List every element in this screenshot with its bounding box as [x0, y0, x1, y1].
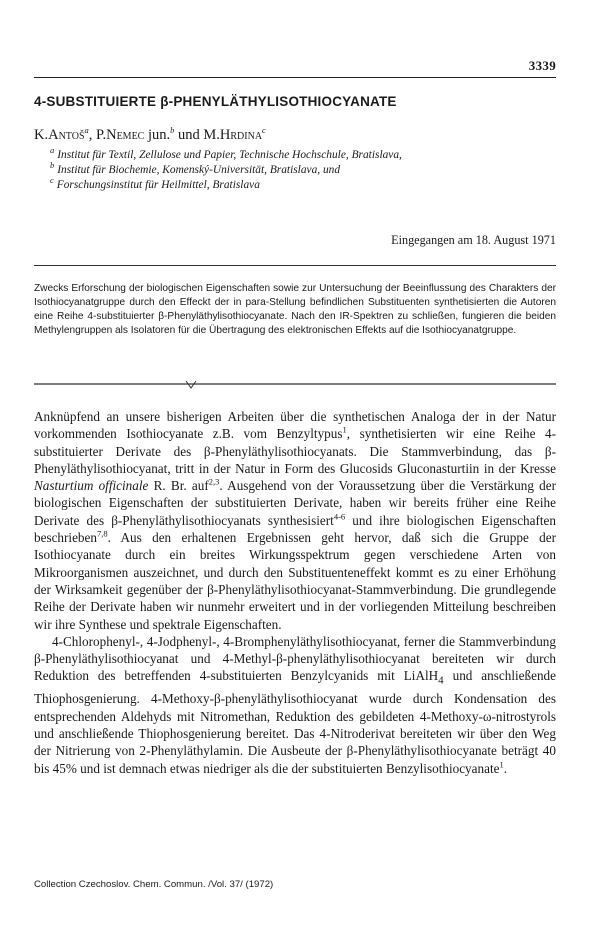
- affiliation-marker: c: [262, 125, 266, 136]
- affiliation-list: [50, 145, 570, 193]
- affiliation-item: [50, 145, 570, 163]
- subscript: 4: [438, 675, 444, 688]
- body-paragraph: 4-Chlorophenyl-, 4-Jodphenyl-, 4-Bromphenyläthylisothiocyanat, ferner die Stammverbindung β-Phenyläthylisothiocyanat und 4-Methyl-β-phenyläthylisothiocyanat bereiteten wir durch Reduktion des betreffenden 4-substituierten Benzylcyanids mit LiAlH$_4$ und anschließende Thiophosgenierung. 4-Methoxy-β-phenyläthylisothiocyanat wurde durch Kondensation des entsprechenden Aldehyds mit Nitromethan, Reduktion des gebildeten 4-Methoxy-ω-nitrostyrols und anschließende Thiophosgenierung bereitet. Das 4-Nitroderivat bereiteten wir über den Weg der Nitrierung von 2-Phenyläthylamin. Die Ausbeute der β-Phenyläthylisothiocyanate beträgt 40 bis 45% und ist demnach etwas niedriger als die der substituierten Benzylisothiocyanate$^1$.: [34, 633, 556, 776]
- article-title: 4-SUBSTITUIERTE β-PHENYLÄTHYLISOTHIOCYANATE: [34, 94, 397, 109]
- author-conjunction: und: [174, 127, 204, 143]
- body-paragraph: Anknüpfend an unsere bisherigen Arbeiten über die synthetischen Analoga der in der Natur vorkommenden Isothiocyanate z.B. vom Benzyltypus$^1$, synthetisierten wir eine Reihe 4-substituierter Derivate des β-Phenyläthylisothiocyanats. Die Stammverbindung, das β-Phenyläthylisothiocyanat, tritt in der Natur in Form des Glucosids Gluconasturtiin in der Kresse Nasturtium officinale R. Br. auf$^{2,3}$. Ausgehend von der Voraussetzung über die Verstärkung der biologischen Eigenschaften der substituierten Derivate, haben wir bereits früher eine Reihe Derivate des β-Phenyläthylisothiocyanats synthesisiert$^{4-6}$ und ihre biologischen Eigenschaften beschrieben$^{7,8}$. Aus den erhaltenen Ergebnissen geht hervor, daß sich die Gruppe der Isothiocyanate durch ein breites Wirkungsspektrum gegen verschiedene Arten von Mikroorganismen auszeichnet, und durch den Substituenteneffekt kommt es zu einer Erhöhung der Wirksamkeit gegenüber der β-Phenyläthylisothiocyanat-Stammverbindung. Die grundlegende Reihe der Derivate haben wir nunmehr erweitert und in der vorliegenden Mitteilung beschreiben wir ihre Synthese und spektrale Eigenschaften.: [34, 409, 556, 632]
- journal-citation-footer: Collection Czechoslov. Chem. Commun. /Vol. 37/ (1972): [34, 879, 274, 890]
- reference-marker: 4-6: [333, 511, 346, 522]
- reference-marker: 7,8: [96, 528, 108, 539]
- page-number: 3339: [528, 58, 556, 73]
- affiliation-text: Forschungsinstitut für Heilmittel, Bratislava: [56, 179, 260, 191]
- author-suffix: jun.: [144, 127, 171, 143]
- abstract-rule-bottom: [34, 380, 556, 392]
- species-name: Nasturtium officinale: [34, 478, 149, 494]
- reference-marker: 2,3: [208, 476, 220, 487]
- received-date: Eingegangen am 18. August 1971: [391, 233, 556, 247]
- abstract-text: Zwecks Erforschung der biologischen Eigenschaften sowie zur Untersuchung der Beeinflussung des Charakters der Isothiocyanatgruppe durch den Effeckt der in para-Stellung befindlichen Substituenten synthetisierten die Autoren eine Reihe 4-substituierter β-Phenyläthylisothiocyanate. Nach den IR-Spektren zu schließen, fungieren die beiden Methylengruppen als Isolatoren für die Übertragung des elektronischen Effekts auf die Isothiocyanatgruppe.: [34, 283, 556, 336]
- author-line: [34, 127, 266, 144]
- reference-marker: 1: [342, 424, 347, 435]
- affiliation-marker: a: [84, 125, 89, 136]
- reference-marker: 1: [499, 759, 504, 770]
- author-name: M.Hrdina: [203, 127, 263, 143]
- affiliation-marker: a: [50, 145, 55, 156]
- header-rule: [34, 77, 556, 78]
- affiliation-marker: b: [170, 125, 175, 136]
- author-name: P.Nemec: [96, 127, 145, 143]
- affiliation-text: Institut für Biochemie, Komenský-Universität, Bratislava, und: [57, 164, 341, 176]
- affiliation-marker: b: [50, 160, 55, 171]
- affiliation-item: [50, 160, 570, 178]
- affiliation-item: [50, 175, 570, 193]
- author-name: K.Antoš: [34, 127, 85, 143]
- affiliation-marker: c: [50, 175, 54, 186]
- author-separator: ,: [88, 127, 97, 143]
- article-body: [34, 408, 556, 777]
- affiliation-text: Institut für Textil, Zellulose und Papier, Technische Hochschule, Bratislava,: [57, 149, 402, 161]
- abstract-rule-top: [34, 265, 556, 266]
